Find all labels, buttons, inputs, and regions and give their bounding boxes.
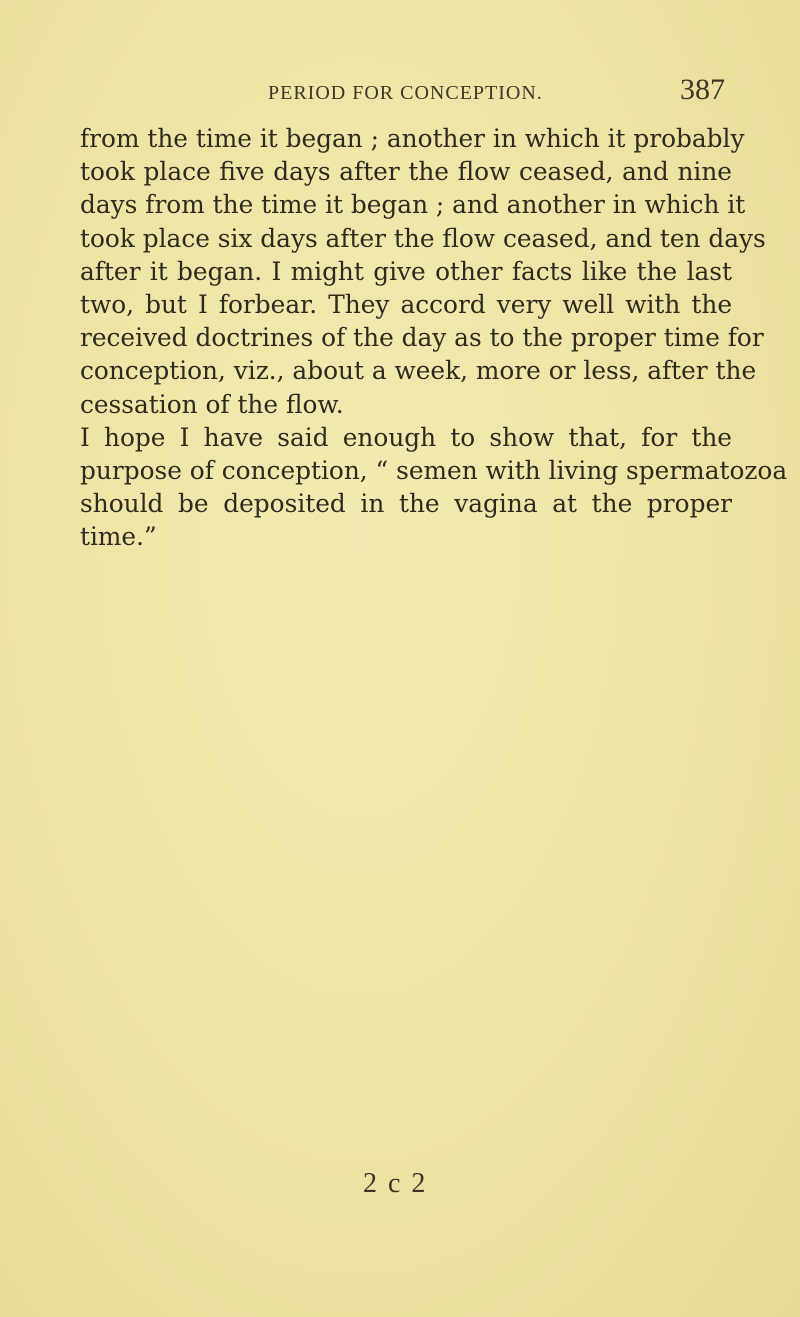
text-line: after it began. I might give other facts like the last — [80, 256, 732, 286]
text-line: took place six days after the flow ceased, and ten days — [80, 223, 766, 253]
text-line: received doctrines of the day as to the proper time for — [80, 323, 764, 353]
body-text — [80, 122, 788, 553]
signature-mark: 2 c 2 — [363, 1168, 426, 1199]
text-line: took place five days after the flow ceased, and nine — [80, 157, 732, 187]
text-line: conception, viz., about a week, more or less, after the — [80, 356, 757, 386]
text-line: should be deposited in the vagina at the proper — [80, 489, 732, 519]
page-number: 387 — [680, 73, 725, 106]
text-line: from the time it began ; another in which it probably — [80, 124, 745, 153]
text-line: I hope I have said enough to show that, for the — [80, 422, 732, 452]
text-line: cessation of the flow. — [80, 389, 344, 419]
text-line: purpose of conception, “ semen with living spermatozoa — [80, 455, 788, 485]
text-line: days from the time it began ; and another in which it — [80, 190, 746, 220]
text-line: time.” — [80, 522, 157, 552]
text-line: two, but I forbear. They accord very well with the — [80, 289, 732, 319]
running-head: PERIOD FOR CONCEPTION. — [268, 82, 543, 104]
